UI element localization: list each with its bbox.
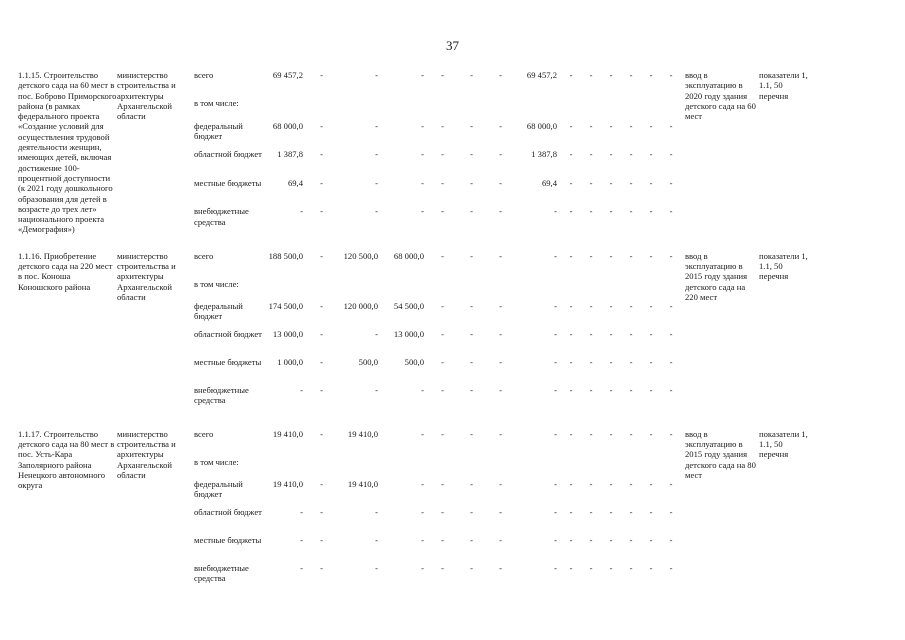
- year-cell: 13 000,0: [393, 328, 424, 339]
- year-cell: -: [470, 120, 473, 131]
- year-cell: -: [569, 478, 573, 489]
- year-cell: -: [499, 506, 502, 517]
- year-cell: -: [629, 149, 633, 160]
- activity-description: 1.1.16. Приобретение детского сада на 220 мест в пос. Коноша Коношского района: [18, 250, 113, 292]
- year-cell: -: [569, 428, 573, 439]
- spacer: [18, 235, 809, 251]
- year-cell: -: [320, 534, 323, 545]
- total-amount: 13 000,0: [272, 328, 303, 339]
- year-cell: -: [499, 478, 502, 489]
- year-cell: -: [569, 328, 573, 339]
- funding-source: федеральный бюджет: [194, 120, 243, 142]
- year-cell: -: [375, 120, 378, 131]
- year-cell: -: [320, 70, 323, 80]
- program-table: [18, 70, 809, 591]
- year-cell: -: [554, 384, 557, 395]
- funding-source: в том числе:: [194, 278, 239, 289]
- total-amount: 1 000,0: [277, 356, 303, 367]
- year-cell: -: [649, 506, 653, 517]
- total-amount: -: [300, 534, 303, 545]
- table-row: [18, 70, 809, 98]
- expected-result: ввод в эксплуатацию в 2015 году здания детского сада на 220 мест: [685, 250, 748, 302]
- year-cell: -: [569, 300, 573, 311]
- year-cell: -: [669, 177, 673, 188]
- year-cell: -: [629, 506, 633, 517]
- year-cell: -: [589, 328, 593, 339]
- year-cell: [515, 279, 561, 301]
- year-cell: -: [649, 562, 653, 573]
- year-cell: -: [499, 177, 502, 188]
- year-cell: -: [375, 70, 378, 80]
- year-cell: [581, 279, 601, 301]
- year-cell: -: [470, 384, 473, 395]
- year-cell: -: [554, 506, 557, 517]
- year-cell: -: [499, 562, 502, 573]
- year-cell: [621, 279, 641, 301]
- year-cell: [382, 457, 428, 479]
- indicator-reference: показатели 1, 1.1, 50 перечня: [759, 250, 808, 282]
- year-cell: -: [375, 206, 378, 217]
- year-cell: 19 410,0: [347, 428, 378, 439]
- total-amount: 174 500,0: [268, 300, 303, 311]
- year-cell: -: [649, 384, 653, 395]
- year-cell: -: [320, 120, 323, 131]
- indicator-reference: показатели 1, 1.1, 50 перечня: [759, 70, 808, 101]
- year-cell: -: [320, 300, 323, 311]
- year-cell: -: [470, 206, 473, 217]
- year-cell: 68 000,0: [393, 250, 424, 261]
- year-cell: -: [554, 250, 557, 261]
- year-cell: -: [441, 300, 444, 311]
- year-cell: -: [649, 120, 653, 131]
- year-cell: -: [609, 534, 613, 545]
- year-cell: -: [589, 534, 593, 545]
- year-cell: [486, 98, 515, 120]
- year-cell: -: [669, 250, 673, 261]
- year-cell: -: [320, 206, 323, 217]
- funding-source: внебюджетные средства: [194, 562, 249, 584]
- year-cell: -: [629, 300, 633, 311]
- year-cell: [307, 279, 336, 301]
- year-cell: [457, 98, 486, 120]
- year-cell: -: [320, 428, 323, 439]
- year-cell: -: [649, 206, 653, 217]
- year-cell: -: [629, 177, 633, 188]
- year-cell: [428, 457, 457, 479]
- responsible-executor: министерство строительства и архитектуры Архангельской области: [117, 70, 176, 122]
- year-cell: -: [569, 120, 573, 131]
- year-cell: -: [629, 534, 633, 545]
- year-cell: -: [609, 478, 613, 489]
- year-cell: -: [589, 300, 593, 311]
- year-cell: -: [554, 206, 557, 217]
- year-cell: [428, 98, 457, 120]
- year-cell: -: [375, 384, 378, 395]
- year-cell: -: [629, 478, 633, 489]
- year-cell: -: [589, 70, 593, 80]
- year-cell: -: [554, 562, 557, 573]
- year-cell: -: [421, 149, 424, 160]
- year-cell: [661, 279, 681, 301]
- year-cell: -: [649, 250, 653, 261]
- year-cell: -: [629, 356, 633, 367]
- section-gap: [18, 413, 809, 429]
- year-cell: -: [589, 250, 593, 261]
- year-cell: -: [649, 300, 653, 311]
- year-cell: -: [669, 206, 673, 217]
- activity-description: 1.1.15. Строительство детского сада на 60 мест в пос. Боброво Приморского района (в рамках федерального проекта «Создание условий для осуществления трудовой деятельности женщин, имеющих детей, включая достижение 100-процентной доступности (к 2021 году дошкольного образования для детей в возрасте до трех лет» национального проекта «Демография»): [18, 70, 117, 235]
- year-cell: -: [441, 250, 444, 261]
- year-cell: -: [609, 506, 613, 517]
- funding-source: в том числе:: [194, 98, 239, 109]
- year-cell: -: [441, 534, 444, 545]
- year-cell: -: [629, 250, 633, 261]
- year-cell: [621, 98, 641, 120]
- year-cell: -: [470, 250, 473, 261]
- year-cell: [307, 457, 336, 479]
- year-cell: -: [375, 149, 378, 160]
- year-cell: -: [554, 328, 557, 339]
- year-cell: -: [320, 478, 323, 489]
- year-cell: -: [320, 250, 323, 261]
- year-cell: [382, 98, 428, 120]
- funding-source: внебюджетные средства: [194, 384, 249, 406]
- year-cell: -: [441, 149, 444, 160]
- expected-result: ввод в эксплуатацию в 2020 году здания детского сада на 60 мест: [685, 70, 756, 122]
- year-cell: -: [589, 506, 593, 517]
- year-cell: -: [375, 177, 378, 188]
- funding-source: местные бюджеты: [194, 534, 262, 545]
- year-cell: -: [669, 506, 673, 517]
- year-cell: -: [589, 120, 593, 131]
- year-cell: -: [649, 478, 653, 489]
- year-cell: -: [589, 356, 593, 367]
- year-cell: 500,0: [404, 356, 424, 367]
- year-cell: [428, 279, 457, 301]
- year-cell: -: [569, 177, 573, 188]
- year-cell: -: [609, 149, 613, 160]
- year-cell: -: [609, 428, 613, 439]
- total-amount: 68 000,0: [272, 120, 303, 131]
- responsible-executor: министерство строительства и архитектуры Архангельской области: [117, 428, 176, 480]
- total-amount: -: [300, 506, 303, 517]
- total-amount: [264, 457, 307, 479]
- spacer: [18, 413, 809, 429]
- year-cell: -: [609, 384, 613, 395]
- year-cell: -: [499, 428, 502, 439]
- year-cell: -: [569, 384, 573, 395]
- total-amount: 1 387,8: [277, 149, 303, 160]
- expected-result: ввод в эксплуатацию в 2015 году здания детского сада на 80 мест: [685, 428, 756, 480]
- year-cell: -: [441, 428, 444, 439]
- year-cell: -: [569, 206, 573, 217]
- year-cell: -: [421, 177, 424, 188]
- year-cell: -: [421, 206, 424, 217]
- year-cell: -: [629, 562, 633, 573]
- year-cell: -: [589, 149, 593, 160]
- year-cell: -: [554, 534, 557, 545]
- year-cell: -: [609, 70, 613, 80]
- year-cell: -: [669, 384, 673, 395]
- year-cell: [601, 98, 621, 120]
- year-cell: 1 387,8: [531, 149, 557, 160]
- year-cell: -: [669, 300, 673, 311]
- year-cell: -: [629, 328, 633, 339]
- year-cell: 120 000,0: [343, 300, 378, 311]
- funding-source: федеральный бюджет: [194, 478, 243, 500]
- year-cell: -: [375, 328, 378, 339]
- year-cell: -: [499, 250, 502, 261]
- year-cell: -: [569, 506, 573, 517]
- year-cell: [515, 98, 561, 120]
- year-cell: [307, 98, 336, 120]
- year-cell: -: [441, 506, 444, 517]
- funding-source: местные бюджеты: [194, 356, 262, 367]
- year-cell: -: [320, 177, 323, 188]
- year-cell: -: [441, 562, 444, 573]
- year-cell: [336, 279, 382, 301]
- year-cell: [336, 457, 382, 479]
- year-cell: -: [589, 206, 593, 217]
- year-cell: 19 410,0: [347, 478, 378, 489]
- year-cell: -: [499, 70, 502, 80]
- total-amount: -: [300, 206, 303, 217]
- page-number: 37: [446, 38, 459, 53]
- year-cell: -: [589, 562, 593, 573]
- year-cell: -: [421, 384, 424, 395]
- year-cell: -: [649, 356, 653, 367]
- year-cell: -: [554, 356, 557, 367]
- year-cell: -: [470, 300, 473, 311]
- year-cell: -: [609, 206, 613, 217]
- funding-source: всего: [194, 70, 214, 80]
- year-cell: -: [609, 328, 613, 339]
- activity-description: 1.1.17. Строительство детского сада на 80 мест в пос. Усть-Кара Заполярного района Ненецкого автономного округа: [18, 428, 115, 491]
- year-cell: [561, 279, 581, 301]
- year-cell: -: [499, 384, 502, 395]
- year-cell: [561, 457, 581, 479]
- year-cell: -: [669, 120, 673, 131]
- year-cell: 69 457,2: [526, 70, 557, 80]
- year-cell: -: [554, 300, 557, 311]
- year-cell: -: [554, 478, 557, 489]
- table-row: [18, 429, 809, 457]
- year-cell: -: [629, 70, 633, 80]
- year-cell: -: [499, 300, 502, 311]
- year-cell: -: [441, 70, 444, 80]
- year-cell: [581, 457, 601, 479]
- funding-source: всего: [194, 250, 214, 261]
- year-cell: -: [441, 384, 444, 395]
- year-cell: -: [421, 534, 424, 545]
- year-cell: -: [649, 534, 653, 545]
- year-cell: [486, 279, 515, 301]
- year-cell: 68 000,0: [526, 120, 557, 131]
- year-cell: -: [470, 428, 473, 439]
- year-cell: -: [499, 206, 502, 217]
- year-cell: -: [589, 177, 593, 188]
- year-cell: 120 500,0: [343, 250, 378, 261]
- year-cell: [621, 457, 641, 479]
- year-cell: -: [569, 149, 573, 160]
- year-cell: [661, 457, 681, 479]
- year-cell: -: [470, 534, 473, 545]
- year-cell: -: [609, 177, 613, 188]
- year-cell: -: [499, 328, 502, 339]
- year-cell: -: [569, 70, 573, 80]
- year-cell: -: [421, 562, 424, 573]
- year-cell: -: [669, 478, 673, 489]
- year-cell: -: [609, 120, 613, 131]
- year-cell: -: [320, 356, 323, 367]
- year-cell: -: [569, 356, 573, 367]
- funding-source: внебюджетные средства: [194, 206, 249, 227]
- year-cell: -: [669, 328, 673, 339]
- year-cell: -: [470, 562, 473, 573]
- year-cell: -: [470, 70, 473, 80]
- total-amount: 69,4: [287, 177, 303, 188]
- year-cell: [601, 279, 621, 301]
- year-cell: -: [589, 478, 593, 489]
- year-cell: -: [421, 120, 424, 131]
- year-cell: [382, 279, 428, 301]
- year-cell: -: [649, 428, 653, 439]
- year-cell: -: [470, 149, 473, 160]
- year-cell: -: [629, 120, 633, 131]
- year-cell: -: [499, 356, 502, 367]
- year-cell: -: [609, 356, 613, 367]
- year-cell: -: [320, 328, 323, 339]
- year-cell: 54 500,0: [393, 300, 424, 311]
- year-cell: -: [470, 506, 473, 517]
- year-cell: -: [589, 384, 593, 395]
- year-cell: -: [320, 506, 323, 517]
- year-cell: -: [669, 356, 673, 367]
- funding-source: всего: [194, 428, 214, 439]
- funding-source: местные бюджеты: [194, 177, 262, 188]
- year-cell: -: [669, 70, 673, 80]
- indicator-reference: показатели 1, 1.1, 50 перечня: [759, 428, 808, 460]
- year-cell: [661, 98, 681, 120]
- year-cell: -: [441, 328, 444, 339]
- year-cell: [641, 457, 661, 479]
- year-cell: -: [589, 428, 593, 439]
- year-cell: -: [470, 328, 473, 339]
- year-cell: -: [441, 356, 444, 367]
- year-cell: -: [470, 478, 473, 489]
- year-cell: [561, 98, 581, 120]
- year-cell: -: [375, 562, 378, 573]
- year-cell: [486, 457, 515, 479]
- year-cell: -: [569, 250, 573, 261]
- year-cell: 500,0: [358, 356, 378, 367]
- funding-source: в том числе:: [194, 456, 239, 467]
- year-cell: -: [569, 534, 573, 545]
- year-cell: -: [320, 384, 323, 395]
- year-cell: -: [669, 149, 673, 160]
- total-amount: [264, 98, 307, 120]
- year-cell: -: [669, 428, 673, 439]
- year-cell: [336, 98, 382, 120]
- year-cell: -: [470, 356, 473, 367]
- year-cell: -: [421, 506, 424, 517]
- year-cell: -: [609, 250, 613, 261]
- funding-source: федеральный бюджет: [194, 300, 243, 322]
- year-cell: [457, 457, 486, 479]
- year-cell: -: [649, 177, 653, 188]
- total-amount: -: [300, 562, 303, 573]
- responsible-executor: министерство строительства и архитектуры Архангельской области: [117, 250, 176, 302]
- year-cell: -: [441, 206, 444, 217]
- year-cell: -: [554, 428, 557, 439]
- year-cell: [601, 457, 621, 479]
- funding-source: областной бюджет: [194, 149, 262, 160]
- total-amount: 188 500,0: [268, 250, 303, 261]
- year-cell: -: [609, 562, 613, 573]
- year-cell: -: [421, 428, 424, 439]
- funding-source: областной бюджет: [194, 506, 262, 517]
- year-cell: -: [609, 300, 613, 311]
- year-cell: [641, 279, 661, 301]
- year-cell: -: [669, 534, 673, 545]
- year-cell: -: [421, 70, 424, 80]
- year-cell: -: [499, 534, 502, 545]
- table-row: [18, 251, 809, 279]
- year-cell: -: [375, 534, 378, 545]
- year-cell: 69,4: [541, 177, 557, 188]
- year-cell: -: [499, 120, 502, 131]
- year-cell: -: [441, 177, 444, 188]
- year-cell: -: [649, 70, 653, 80]
- year-cell: -: [649, 149, 653, 160]
- year-cell: [641, 98, 661, 120]
- year-cell: -: [629, 428, 633, 439]
- year-cell: -: [441, 120, 444, 131]
- total-amount: [264, 279, 307, 301]
- year-cell: -: [421, 478, 424, 489]
- year-cell: -: [629, 384, 633, 395]
- year-cell: -: [569, 562, 573, 573]
- year-cell: -: [629, 206, 633, 217]
- year-cell: -: [375, 506, 378, 517]
- total-amount: 19 410,0: [272, 428, 303, 439]
- year-cell: [457, 279, 486, 301]
- year-cell: -: [470, 177, 473, 188]
- year-cell: -: [649, 328, 653, 339]
- section-gap: [18, 235, 809, 251]
- year-cell: -: [320, 149, 323, 160]
- total-amount: 69 457,2: [272, 70, 303, 80]
- year-cell: -: [499, 149, 502, 160]
- year-cell: [515, 457, 561, 479]
- funding-source: областной бюджет: [194, 328, 262, 339]
- year-cell: -: [320, 562, 323, 573]
- total-amount: -: [300, 384, 303, 395]
- year-cell: [581, 98, 601, 120]
- total-amount: 19 410,0: [272, 478, 303, 489]
- year-cell: -: [669, 562, 673, 573]
- year-cell: -: [441, 478, 444, 489]
